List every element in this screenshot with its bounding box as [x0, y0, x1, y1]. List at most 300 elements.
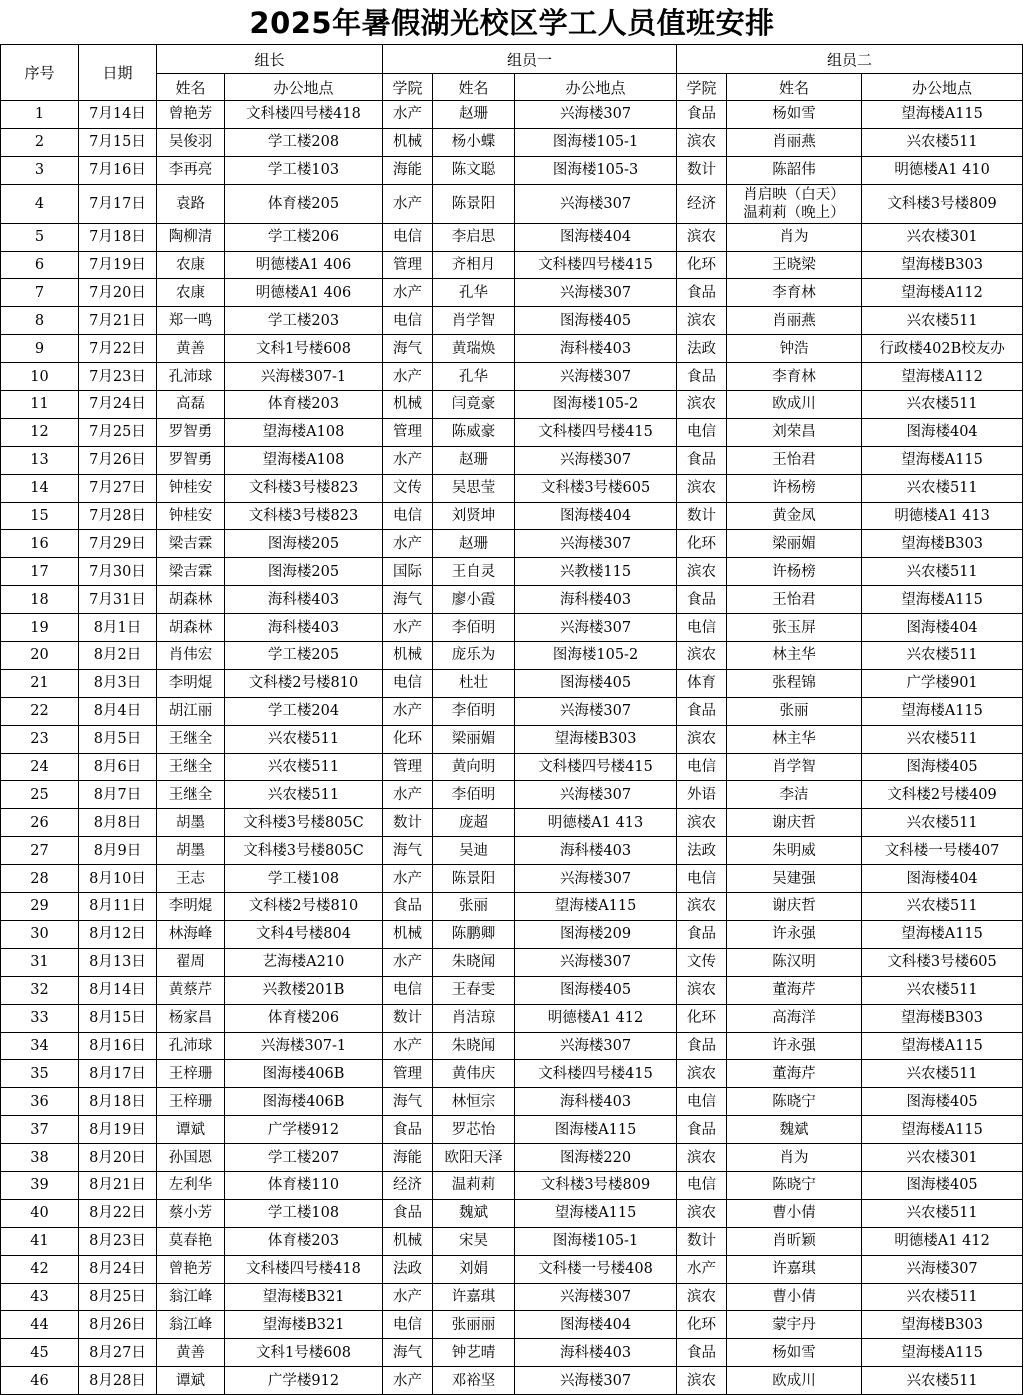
table-row [1, 893, 1023, 921]
member2-college-cell: 滨农 [677, 1199, 727, 1227]
member1-college-cell: 电信 [383, 502, 433, 530]
duty-schedule-table [0, 44, 1023, 1395]
leader-name-cell: 李明焜 [157, 669, 225, 697]
date-cell: 8月5日 [79, 725, 157, 753]
seq-cell: 31 [1, 948, 79, 976]
member1-office-cell: 海科楼403 [515, 1339, 677, 1367]
member2-college-cell: 电信 [677, 865, 727, 893]
seq-cell: 25 [1, 781, 79, 809]
leader-office-cell: 学工楼204 [225, 697, 383, 725]
member1-college-cell: 水产 [383, 184, 433, 223]
member2-name-cell: 王怡君 [727, 446, 862, 474]
table-row [1, 156, 1023, 184]
leader-name-cell: 孔沛球 [157, 363, 225, 391]
member1-college-cell: 数计 [383, 1004, 433, 1032]
member2-office-cell: 望海楼A112 [862, 363, 1023, 391]
member1-office-cell: 兴海楼307 [515, 781, 677, 809]
member1-office-cell: 兴海楼307 [515, 948, 677, 976]
member2-name-cell: 肖为 [727, 1144, 862, 1172]
member2-name-cell: 王晓梁 [727, 251, 862, 279]
member1-office-cell: 图海楼105-1 [515, 128, 677, 156]
member2-college-cell: 化环 [677, 530, 727, 558]
leader-name-cell: 翁江峰 [157, 1311, 225, 1339]
seq-cell: 16 [1, 530, 79, 558]
member2-name-cell: 杨如雪 [727, 101, 862, 129]
header-member1-college: 学院 [383, 74, 433, 101]
member1-office-cell: 文科楼3号楼605 [515, 474, 677, 502]
member2-college-cell: 滨农 [677, 307, 727, 335]
leader-office-cell: 海科楼403 [225, 586, 383, 614]
member2-name-cell: 杨如雪 [727, 1339, 862, 1367]
leader-name-cell: 梁吉霖 [157, 558, 225, 586]
member1-name-cell: 陈景阳 [433, 865, 515, 893]
header-member1-group: 组员一 [383, 45, 677, 74]
member1-office-cell: 兴海楼307 [515, 697, 677, 725]
member1-name-cell: 林恒宗 [433, 1088, 515, 1116]
member2-office-cell: 望海楼B303 [862, 251, 1023, 279]
member1-name-cell: 廖小霞 [433, 586, 515, 614]
date-cell: 8月17日 [79, 1060, 157, 1088]
member1-college-cell: 管理 [383, 251, 433, 279]
member2-college-cell: 滨农 [677, 474, 727, 502]
leader-name-cell: 胡森林 [157, 586, 225, 614]
member1-name-cell: 李佰明 [433, 614, 515, 642]
seq-cell: 9 [1, 335, 79, 363]
seq-cell: 41 [1, 1227, 79, 1255]
leader-name-cell: 黄蔡芹 [157, 976, 225, 1004]
member2-name-cell: 张程锦 [727, 669, 862, 697]
member2-name-day: 肖启映（白天） [743, 186, 845, 203]
member2-office-cell: 兴农楼511 [862, 1367, 1023, 1395]
member2-college-cell: 滨农 [677, 558, 727, 586]
page-title: 2025年暑假湖光校区学工人员值班安排 [249, 6, 775, 40]
member2-office-cell: 兴农楼511 [862, 809, 1023, 837]
seq-cell: 33 [1, 1004, 79, 1032]
member2-college-cell: 滨农 [677, 1060, 727, 1088]
member1-name-cell: 孔华 [433, 363, 515, 391]
leader-name-cell: 曾艳芳 [157, 101, 225, 129]
seq-cell: 14 [1, 474, 79, 502]
date-cell: 8月11日 [79, 893, 157, 921]
member2-college-cell: 数计 [677, 156, 727, 184]
date-cell: 8月9日 [79, 837, 157, 865]
member2-name-cell: 朱明威 [727, 837, 862, 865]
leader-office-cell: 兴农楼511 [225, 781, 383, 809]
member2-office-cell: 望海楼A115 [862, 920, 1023, 948]
leader-name-cell: 农康 [157, 279, 225, 307]
leader-name-cell: 王继全 [157, 725, 225, 753]
member1-name-cell: 黄向明 [433, 753, 515, 781]
member2-office-cell: 望海楼B303 [862, 1311, 1023, 1339]
member1-college-cell: 水产 [383, 1283, 433, 1311]
member1-college-cell: 电信 [383, 307, 433, 335]
header-leader-name: 姓名 [157, 74, 225, 101]
member1-college-cell: 电信 [383, 1311, 433, 1339]
table-row [1, 1367, 1023, 1395]
member1-college-cell: 电信 [383, 223, 433, 251]
leader-office-cell: 学工楼103 [225, 156, 383, 184]
header-leader-group: 组长 [157, 45, 383, 74]
member1-name-cell: 赵珊 [433, 101, 515, 129]
member1-name-cell: 吴迪 [433, 837, 515, 865]
seq-cell: 1 [1, 101, 79, 129]
member2-college-cell: 体育 [677, 669, 727, 697]
member2-college-cell: 食品 [677, 101, 727, 129]
member1-name-cell: 宋昊 [433, 1227, 515, 1255]
member2-college-cell: 食品 [677, 920, 727, 948]
seq-cell: 5 [1, 223, 79, 251]
member2-office-cell: 兴农楼511 [862, 307, 1023, 335]
leader-name-cell: 农康 [157, 251, 225, 279]
leader-name-cell: 钟桂安 [157, 474, 225, 502]
member2-college-cell: 滨农 [677, 1367, 727, 1395]
member1-office-cell: 兴海楼307 [515, 1032, 677, 1060]
member2-name-cell: 陈晓宁 [727, 1088, 862, 1116]
seq-cell: 24 [1, 753, 79, 781]
member2-office-cell: 兴农楼511 [862, 1060, 1023, 1088]
member1-name-cell: 温莉莉 [433, 1171, 515, 1199]
member1-name-cell: 魏斌 [433, 1199, 515, 1227]
leader-office-cell: 广学楼912 [225, 1367, 383, 1395]
member2-office-cell: 兴海楼307 [862, 1255, 1023, 1283]
leader-office-cell: 文科楼3号楼823 [225, 474, 383, 502]
member2-office-cell: 望海楼A115 [862, 1116, 1023, 1144]
member2-name-cell: 陈汉明 [727, 948, 862, 976]
member2-name-cell: 谢庆哲 [727, 893, 862, 921]
table-row [1, 837, 1023, 865]
member1-name-cell: 庞乐为 [433, 642, 515, 670]
member1-name-cell: 陈文聪 [433, 156, 515, 184]
member1-office-cell: 文科楼四号楼415 [515, 251, 677, 279]
leader-name-cell: 黄善 [157, 1339, 225, 1367]
leader-office-cell: 学工楼208 [225, 128, 383, 156]
seq-cell: 40 [1, 1199, 79, 1227]
member2-college-cell: 滨农 [677, 809, 727, 837]
leader-office-cell: 体育楼203 [225, 1227, 383, 1255]
member2-name-cell: 黄金凤 [727, 502, 862, 530]
member1-name-cell: 朱晓闻 [433, 1032, 515, 1060]
leader-name-cell: 左利华 [157, 1171, 225, 1199]
seq-cell: 19 [1, 614, 79, 642]
date-cell: 7月19日 [79, 251, 157, 279]
header-seq: 序号 [1, 45, 79, 101]
member2-office-cell: 兴农楼301 [862, 1144, 1023, 1172]
member2-name-cell: 董海芹 [727, 1060, 862, 1088]
member2-name-cell: 许杨榜 [727, 558, 862, 586]
seq-cell: 10 [1, 363, 79, 391]
table-row [1, 307, 1023, 335]
member2-office-cell: 望海楼A115 [862, 1339, 1023, 1367]
date-cell: 8月27日 [79, 1339, 157, 1367]
member1-office-cell: 海科楼403 [515, 1088, 677, 1116]
member1-college-cell: 法政 [383, 1255, 433, 1283]
member2-office-cell: 望海楼A115 [862, 697, 1023, 725]
leader-name-cell: 李再亮 [157, 156, 225, 184]
seq-cell: 17 [1, 558, 79, 586]
member1-office-cell: 兴海楼307 [515, 101, 677, 129]
leader-name-cell: 胡森林 [157, 614, 225, 642]
member2-name-cell: 梁丽媚 [727, 530, 862, 558]
member2-office-cell: 广学楼901 [862, 669, 1023, 697]
member2-office-cell: 兴农楼511 [862, 558, 1023, 586]
leader-name-cell: 王梓珊 [157, 1060, 225, 1088]
leader-name-cell: 孙国恩 [157, 1144, 225, 1172]
member1-college-cell: 食品 [383, 1199, 433, 1227]
member2-office-cell: 明德楼A1 410 [862, 156, 1023, 184]
member1-college-cell: 水产 [383, 530, 433, 558]
leader-office-cell: 艺海楼A210 [225, 948, 383, 976]
member1-office-cell: 兴海楼307 [515, 184, 677, 223]
leader-name-cell: 梁吉霖 [157, 530, 225, 558]
date-cell: 7月31日 [79, 586, 157, 614]
leader-office-cell: 学工楼207 [225, 1144, 383, 1172]
leader-office-cell: 文科楼3号楼805C [225, 809, 383, 837]
member1-office-cell: 兴海楼307 [515, 279, 677, 307]
table-row [1, 1283, 1023, 1311]
member1-college-cell: 国际 [383, 558, 433, 586]
member1-name-cell: 齐相月 [433, 251, 515, 279]
leader-office-cell: 文科楼2号楼810 [225, 893, 383, 921]
member2-college-cell: 法政 [677, 335, 727, 363]
member1-office-cell: 图海楼105-1 [515, 1227, 677, 1255]
member2-office-cell: 图海楼404 [862, 418, 1023, 446]
date-cell: 8月13日 [79, 948, 157, 976]
member2-name-cell: 吴建强 [727, 865, 862, 893]
table-row [1, 669, 1023, 697]
header-member1-name: 姓名 [433, 74, 515, 101]
table-row [1, 251, 1023, 279]
member2-college-cell: 电信 [677, 1171, 727, 1199]
member1-name-cell: 张丽 [433, 893, 515, 921]
member2-name-cell: 董海芹 [727, 976, 862, 1004]
member1-name-cell: 吴思莹 [433, 474, 515, 502]
leader-office-cell: 文科楼3号楼805C [225, 837, 383, 865]
table-row [1, 446, 1023, 474]
member2-college-cell: 滨农 [677, 128, 727, 156]
member2-office-cell: 兴农楼511 [862, 1199, 1023, 1227]
table-row [1, 279, 1023, 307]
seq-cell: 30 [1, 920, 79, 948]
member2-college-cell: 滨农 [677, 893, 727, 921]
seq-cell: 12 [1, 418, 79, 446]
date-cell: 7月18日 [79, 223, 157, 251]
member1-college-cell: 海气 [383, 1088, 433, 1116]
leader-office-cell: 图海楼205 [225, 530, 383, 558]
member2-college-cell: 食品 [677, 363, 727, 391]
seq-cell: 15 [1, 502, 79, 530]
date-cell: 7月26日 [79, 446, 157, 474]
member2-college-cell: 食品 [677, 279, 727, 307]
member1-college-cell: 机械 [383, 128, 433, 156]
member1-name-cell: 张丽丽 [433, 1311, 515, 1339]
member1-office-cell: 图海楼405 [515, 307, 677, 335]
leader-name-cell: 陶柳清 [157, 223, 225, 251]
leader-office-cell: 文科4号楼804 [225, 920, 383, 948]
leader-name-cell: 胡江丽 [157, 697, 225, 725]
member2-office-cell: 兴农楼511 [862, 1283, 1023, 1311]
leader-name-cell: 吴俊羽 [157, 128, 225, 156]
leader-name-cell: 翁江峰 [157, 1283, 225, 1311]
date-cell: 8月12日 [79, 920, 157, 948]
table-row [1, 363, 1023, 391]
member2-office-cell: 文科楼一号楼407 [862, 837, 1023, 865]
leader-name-cell: 谭斌 [157, 1367, 225, 1395]
date-cell: 7月15日 [79, 128, 157, 156]
member1-name-cell: 赵珊 [433, 530, 515, 558]
date-cell: 8月8日 [79, 809, 157, 837]
member1-name-cell: 许嘉琪 [433, 1283, 515, 1311]
date-cell: 8月16日 [79, 1032, 157, 1060]
member2-office-cell: 望海楼B303 [862, 1004, 1023, 1032]
table-row [1, 865, 1023, 893]
member1-office-cell: 海科楼403 [515, 837, 677, 865]
date-cell: 8月25日 [79, 1283, 157, 1311]
member1-office-cell: 文科楼3号楼809 [515, 1171, 677, 1199]
member1-office-cell: 兴海楼307 [515, 363, 677, 391]
seq-cell: 28 [1, 865, 79, 893]
member1-name-cell: 赵珊 [433, 446, 515, 474]
seq-cell: 26 [1, 809, 79, 837]
leader-name-cell: 蔡小芳 [157, 1199, 225, 1227]
member2-college-cell: 滨农 [677, 725, 727, 753]
member1-college-cell: 海气 [383, 335, 433, 363]
member2-office-cell: 图海楼405 [862, 1171, 1023, 1199]
member1-office-cell: 图海楼405 [515, 976, 677, 1004]
member2-office-cell: 兴农楼511 [862, 391, 1023, 419]
member2-name-cell: 曹小倩 [727, 1199, 862, 1227]
member1-office-cell: 图海楼220 [515, 1144, 677, 1172]
member2-name-cell: 魏斌 [727, 1116, 862, 1144]
table-row [1, 101, 1023, 129]
member2-office-cell: 望海楼A112 [862, 279, 1023, 307]
seq-cell: 36 [1, 1088, 79, 1116]
table-row [1, 725, 1023, 753]
member2-name-cell: 陈韶伟 [727, 156, 862, 184]
member1-office-cell: 文科楼四号楼415 [515, 418, 677, 446]
date-cell: 8月1日 [79, 614, 157, 642]
member2-office-cell: 望海楼A115 [862, 446, 1023, 474]
member2-college-cell: 滨农 [677, 976, 727, 1004]
table-row [1, 223, 1023, 251]
date-cell: 8月22日 [79, 1199, 157, 1227]
leader-name-cell: 莫春艳 [157, 1227, 225, 1255]
member1-college-cell: 机械 [383, 1227, 433, 1255]
member2-name-cell: 肖昕颖 [727, 1227, 862, 1255]
leader-name-cell: 林海峰 [157, 920, 225, 948]
member2-office-cell: 兴农楼511 [862, 474, 1023, 502]
member2-name-cell: 欧成川 [727, 1367, 862, 1395]
leader-name-cell: 罗智勇 [157, 418, 225, 446]
member1-college-cell: 海气 [383, 837, 433, 865]
leader-name-cell: 胡墨 [157, 837, 225, 865]
member1-name-cell: 闫竟豪 [433, 391, 515, 419]
member2-college-cell: 滨农 [677, 391, 727, 419]
member2-college-cell: 电信 [677, 753, 727, 781]
leader-name-cell: 李明焜 [157, 893, 225, 921]
leader-name-cell: 谭斌 [157, 1116, 225, 1144]
table-row [1, 920, 1023, 948]
seq-cell: 7 [1, 279, 79, 307]
seq-cell: 46 [1, 1367, 79, 1395]
leader-name-cell: 黄善 [157, 335, 225, 363]
leader-office-cell: 兴海楼307-1 [225, 1032, 383, 1060]
leader-office-cell: 望海楼A108 [225, 418, 383, 446]
seq-cell: 29 [1, 893, 79, 921]
member2-college-cell: 电信 [677, 614, 727, 642]
leader-name-cell: 王继全 [157, 781, 225, 809]
leader-office-cell: 图海楼406B [225, 1060, 383, 1088]
table-row [1, 1339, 1023, 1367]
member1-college-cell: 海能 [383, 156, 433, 184]
member1-college-cell: 管理 [383, 418, 433, 446]
member1-college-cell: 水产 [383, 101, 433, 129]
date-cell: 8月6日 [79, 753, 157, 781]
seq-cell: 8 [1, 307, 79, 335]
member2-college-cell: 食品 [677, 586, 727, 614]
member2-college-cell: 经济 [677, 184, 727, 223]
date-cell: 8月7日 [79, 781, 157, 809]
leader-office-cell: 文科楼四号楼418 [225, 101, 383, 129]
member2-name-cell: 陈晓宁 [727, 1171, 862, 1199]
leader-office-cell: 文科1号楼608 [225, 335, 383, 363]
member1-college-cell: 水产 [383, 279, 433, 307]
leader-name-cell: 罗智勇 [157, 446, 225, 474]
date-cell: 8月26日 [79, 1311, 157, 1339]
member2-office-cell: 兴农楼511 [862, 893, 1023, 921]
member2-college-cell: 滨农 [677, 223, 727, 251]
member1-name-cell: 王自灵 [433, 558, 515, 586]
member2-office-cell: 文科楼2号楼409 [862, 781, 1023, 809]
table-row [1, 948, 1023, 976]
member2-office-cell: 兴农楼511 [862, 976, 1023, 1004]
member2-name-cell: 张丽 [727, 697, 862, 725]
leader-name-cell: 杨家昌 [157, 1004, 225, 1032]
date-cell: 8月10日 [79, 865, 157, 893]
member1-college-cell: 水产 [383, 781, 433, 809]
leader-office-cell: 明德楼A1 406 [225, 251, 383, 279]
table-row [1, 1227, 1023, 1255]
table-row [1, 976, 1023, 1004]
member1-office-cell: 图海楼405 [515, 669, 677, 697]
member1-college-cell: 食品 [383, 893, 433, 921]
seq-cell: 4 [1, 184, 79, 223]
member2-office-cell: 兴农楼511 [862, 642, 1023, 670]
member1-name-cell: 杜壮 [433, 669, 515, 697]
member2-name-cell: 谢庆哲 [727, 809, 862, 837]
member1-office-cell: 海科楼403 [515, 586, 677, 614]
table-row [1, 614, 1023, 642]
leader-office-cell: 望海楼A108 [225, 446, 383, 474]
member2-college-cell: 化环 [677, 251, 727, 279]
leader-office-cell: 文科楼2号楼810 [225, 669, 383, 697]
member1-name-cell: 王春雯 [433, 976, 515, 1004]
member2-college-cell: 化环 [677, 1311, 727, 1339]
member1-office-cell: 兴教楼115 [515, 558, 677, 586]
seq-cell: 2 [1, 128, 79, 156]
member1-office-cell: 图海楼105-3 [515, 156, 677, 184]
leader-office-cell: 学工楼206 [225, 223, 383, 251]
seq-cell: 27 [1, 837, 79, 865]
member2-college-cell: 法政 [677, 837, 727, 865]
table-row [1, 1088, 1023, 1116]
table-row [1, 642, 1023, 670]
leader-name-cell: 翟周 [157, 948, 225, 976]
table-row [1, 1255, 1023, 1283]
seq-cell: 43 [1, 1283, 79, 1311]
table-header [1, 45, 1023, 101]
member1-name-cell: 邓裕坚 [433, 1367, 515, 1395]
member2-office-cell: 明德楼A1 412 [862, 1227, 1023, 1255]
